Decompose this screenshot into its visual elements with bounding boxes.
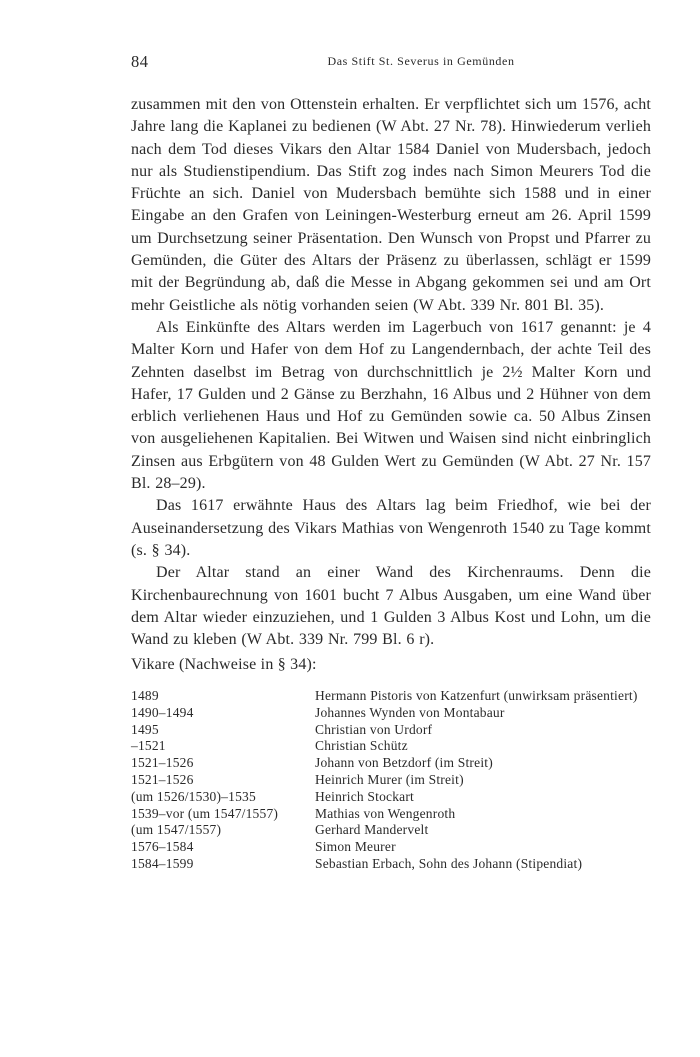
body-text <box>131 94 651 651</box>
vicars-heading: Vikare (Nachweise in § 34): <box>131 656 317 673</box>
paragraph: Der Altar stand an einer Wand des Kirchenraums. Denn die Kirchenbaurechnung von 1601 bucht 7 Albus Ausgaben, um eine Wand über dem Altar wieder einzuziehen, und 1 Gulden 3 Albus Kost und Lohn, um die Wand zu kleben (W Abt. 339 Nr. 799 Bl. 6 r). <box>131 564 651 649</box>
vicar-period: 1521–1526 <box>131 771 194 787</box>
vicar-name: Hermann Pistoris von Katzenfurt (unwirksam präsentiert) <box>315 688 638 703</box>
vicar-name: Simon Meurer <box>315 839 396 855</box>
vicar-period: 1490–1494 <box>131 704 194 720</box>
running-head: Das Stift St. Severus in Gemünden <box>327 54 515 68</box>
page-number: 84 <box>131 52 149 71</box>
table-row <box>131 755 651 772</box>
vicar-period: (um 1547/1557) <box>131 822 222 838</box>
vicar-name: Sebastian Erbach, Sohn des Johann (Stipendiat) <box>315 855 583 871</box>
paragraph: Das 1617 erwähnte Haus des Altars lag beim Friedhof, wie bei der Auseinandersetzung des Vikars Mathias von Wengenroth 1540 zu Tage kommt (s. § 34). <box>131 497 651 559</box>
vicar-period: 1489 <box>131 688 159 703</box>
vicar-period: 1539–vor (um 1547/1557) <box>131 805 279 821</box>
paragraph: Als Einkünfte des Altars werden im Lagerbuch von 1617 genannt: je 4 Malter Korn und Hafer von dem Hof zu Langendernbach, der achte Teil des Zehnten daselbst im Betrag von durchschnittlich je 2½ Malter Korn und Hafer, 17 Gulden und 2 Gänse zu Berzhahn, 16 Albus und 2 Hühner von dem erblich verliehenen Haus und Hof zu Gemünden sowie ca. 50 Albus Zinsen von ausgeliehenen Kapitalien. Bei Witwen und Waisen sind nicht einbringlich Zinsen aus Erbgütern von 48 Gulden Wert zu Gemünden (W Abt. 27 Nr. 157 Bl. 28–29). <box>131 318 651 493</box>
page-header <box>131 52 651 76</box>
vicar-name: Christian von Urdorf <box>315 721 433 737</box>
vicar-period: –1521 <box>131 738 166 754</box>
vicar-period: 1521–1526 <box>131 755 194 771</box>
table-row <box>131 839 651 856</box>
vicar-name: Christian Schütz <box>315 738 408 754</box>
table-row <box>131 772 651 789</box>
vicar-name: Heinrich Murer (im Streit) <box>315 771 464 787</box>
table-row <box>131 722 651 739</box>
table-row <box>131 705 651 722</box>
vicar-period: (um 1526/1530)–1535 <box>131 788 256 804</box>
vicar-name: Mathias von Wengenroth <box>315 805 456 821</box>
table-row <box>131 806 651 823</box>
vicar-period: 1495 <box>131 721 159 737</box>
table-row <box>131 738 651 755</box>
vicars-table <box>131 688 651 873</box>
vicar-period: 1576–1584 <box>131 839 194 855</box>
vicar-name: Heinrich Stockart <box>315 788 414 804</box>
vicar-name: Johann von Betzdorf (im Streit) <box>315 755 493 771</box>
table-row <box>131 789 651 806</box>
vicar-name: Johannes Wynden von Montabaur <box>315 704 505 720</box>
paragraph: zusammen mit den von Ottenstein erhalten. Er verpflichtet sich um 1576, acht Jahre lang die Kaplanei zu bedienen (W Abt. 27 Nr. 78). Hinwiederum verlieh nach dem Tod dieses Vikars den Altar 1584 Daniel von Mudersbach, jedoch nur als Studienstipendium. Das Stift zog indes nach Simon Meurers Tod die Früchte an sich. Daniel von Mudersbach bemühte sich 1588 und in einer Eingabe an den Grafen von Leiningen-Westerburg erneut am 26. April 1599 um Durchsetzung seiner Präsentation. Den Wunsch von Propst und Pfarrer zu Gemünden, die Güter des Altars der Präsenz zu überlassen, schlägt er 1599 mit der Begründung ab, daß die Messe in Abgang gekommen sei und am Ort mehr Geistliche als nötig vorhanden seien (W Abt. 339 Nr. 801 Bl. 35). <box>131 96 651 314</box>
vicar-period: 1584–1599 <box>131 855 194 871</box>
table-row <box>131 688 651 705</box>
table-row <box>131 856 651 873</box>
table-row <box>131 822 651 839</box>
vicar-name: Gerhard Mandervelt <box>315 822 429 838</box>
